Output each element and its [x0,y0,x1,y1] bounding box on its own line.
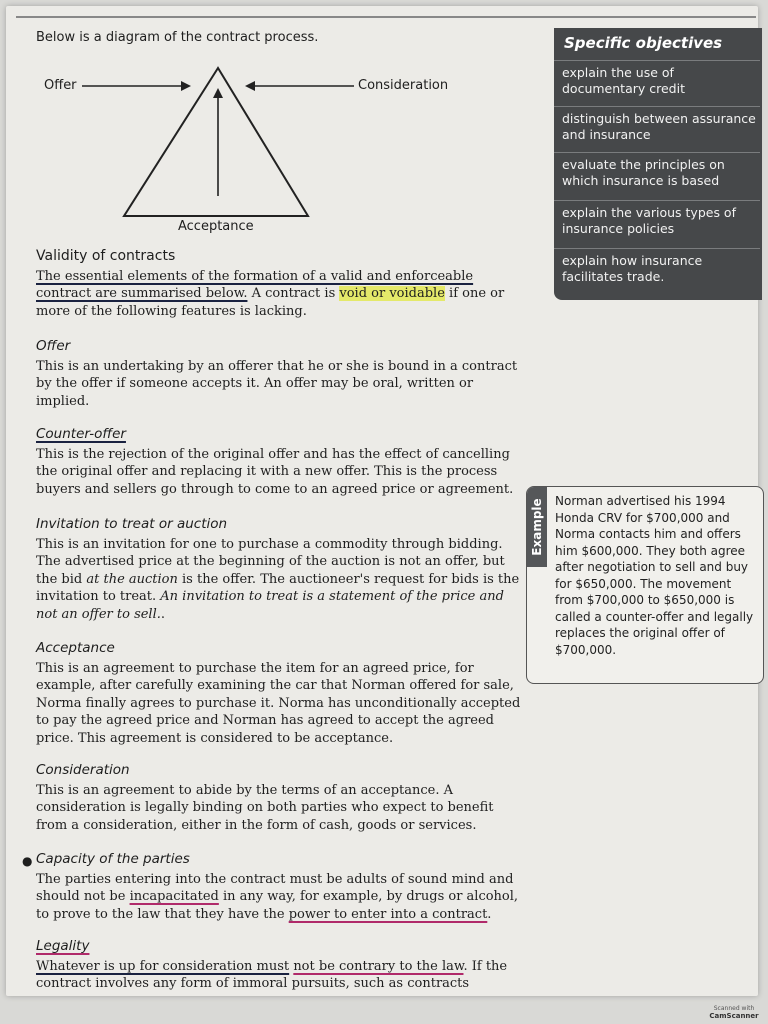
offer-arrowhead [181,81,191,91]
capacity-text-2: in any way, for example, by drugs or alcohol, to prove to the law that they have the [36,889,519,922]
validity-text: A contract is [247,286,340,301]
invitation-italic-2: An invitation to treat is a statement of the price and not an offer to sell. [36,589,504,622]
invitation-text-2: is the offer. The auctioneer's request for bids is the invitation to treat. [36,571,520,604]
acceptance-arrowhead [213,88,223,98]
diagram-triangle [124,68,308,216]
contract-process-diagram [36,58,506,248]
bullet-icon: ● [22,854,33,868]
diagram-label-offer: Offer [44,78,77,93]
capacity-heading: Capacity of the parties [36,851,190,867]
invitation-paragraph [36,536,526,624]
validity-highlighted-text: void or voidable [339,286,445,301]
validity-section [36,248,526,320]
invitation-heading: Invitation to treat or auction [36,516,228,532]
objectives-title: Specific objectives [564,34,723,52]
textbook-page [6,6,758,996]
counter-offer-section [36,426,526,498]
example-label: Example [530,498,544,556]
objective-item: explain the various types of insurance policies [554,200,760,247]
invitation-italic-1: at the auction [86,571,178,587]
legality-heading: Legality [36,938,90,954]
offer-heading: Offer [36,338,71,354]
diagram-label-consideration: Consideration [358,78,449,93]
example-text: Norman advertised his 1994 Honda CRV for $700,000 and Norma contacts him and offers him $600,000. They both agree after negotiation to sell and buy for $650,000. The movement from $700,000 to $650,000 is called a counter-offer and legally replaces the original offer of $700,000. [555,494,754,657]
capacity-underlined-2: power to enter into a contract [288,906,488,922]
consideration-heading: Consideration [36,762,130,778]
diagram-label-acceptance: Acceptance [178,219,254,234]
objective-item: distinguish between assurance and insurance [554,106,760,153]
specific-objectives-panel [554,28,762,300]
example-tab [527,487,547,567]
legality-underlined-1: Whatever is up for consideration must [36,958,290,974]
legality-text: . If the contract involves any form of immoral pursuits, such as contracts [36,958,508,991]
objective-item: explain how insurance facilitates trade. [554,248,760,299]
consideration-section [36,762,526,834]
acceptance-section [36,640,526,747]
capacity-paragraph [36,871,526,924]
acceptance-heading: Acceptance [36,640,115,656]
consideration-arrowhead [245,81,255,91]
objective-item: evaluate the principles on which insurance is based [554,152,760,199]
counter-offer-paragraph: This is the rejection of the original offer and has the effect of cancelling the original offer and replacing it with a new offer. This is the process buyers and sellers go through to come to an agreed price or agreement. [36,446,514,497]
invitation-text-3: . [160,606,166,622]
validity-paragraph [36,268,526,321]
legality-paragraph [36,958,526,993]
offer-paragraph: This is an undertaking by an offerer that he or she is bound in a contract by the offer if someone accepts it. An offer may be oral, written or implied. [36,358,518,409]
capacity-section [36,851,526,923]
capacity-text-3: . [487,906,492,922]
watermark-line-2: CamScanner [709,1012,759,1020]
legality-underlined-2: not be contrary to the law [293,958,464,974]
example-box [526,486,764,684]
scanner-watermark [708,1005,760,1020]
page-top-rule [16,16,756,18]
invitation-text-1: This is an invitation for one to purchase a commodity through bidding. The advertised price at the beginning of the auction is not an offer, but the bid [36,536,505,587]
objective-item: explain the use of documentary credit [554,60,760,107]
capacity-underlined-1: incapacitated [129,889,219,904]
validity-underlined-text: The essential elements of the formation of a valid and enforceable contract are summarised below. [36,268,474,301]
consideration-paragraph: This is an agreement to abide by the terms of an acceptance. A consideration is legally binding on both parties who expect to benefit from a consideration, either in the form of cash, goods or services. [36,782,494,833]
watermark-line-1: Scanned with [713,1005,755,1012]
counter-offer-heading: Counter-offer [36,426,126,442]
invitation-section [36,516,526,623]
offer-section [36,338,526,410]
diagram-intro: Below is a diagram of the contract process. [36,30,319,45]
acceptance-paragraph: This is an agreement to purchase the item for an agreed price, for example, after carefully examining the car that Norman offered for sale, Norma finally agrees to purchase it. Norma has unconditionally accepted to pay the agreed price and Norman has agreed to accept the agreed price. This agreement is considered to be acceptance. [36,660,521,746]
validity-text-end: if one or more of the following features is lacking. [36,286,505,319]
capacity-text-1: The parties entering into the contract must be adults of sound mind and should not be [36,871,514,904]
validity-heading: Validity of contracts [36,248,176,264]
legality-section [36,938,526,993]
